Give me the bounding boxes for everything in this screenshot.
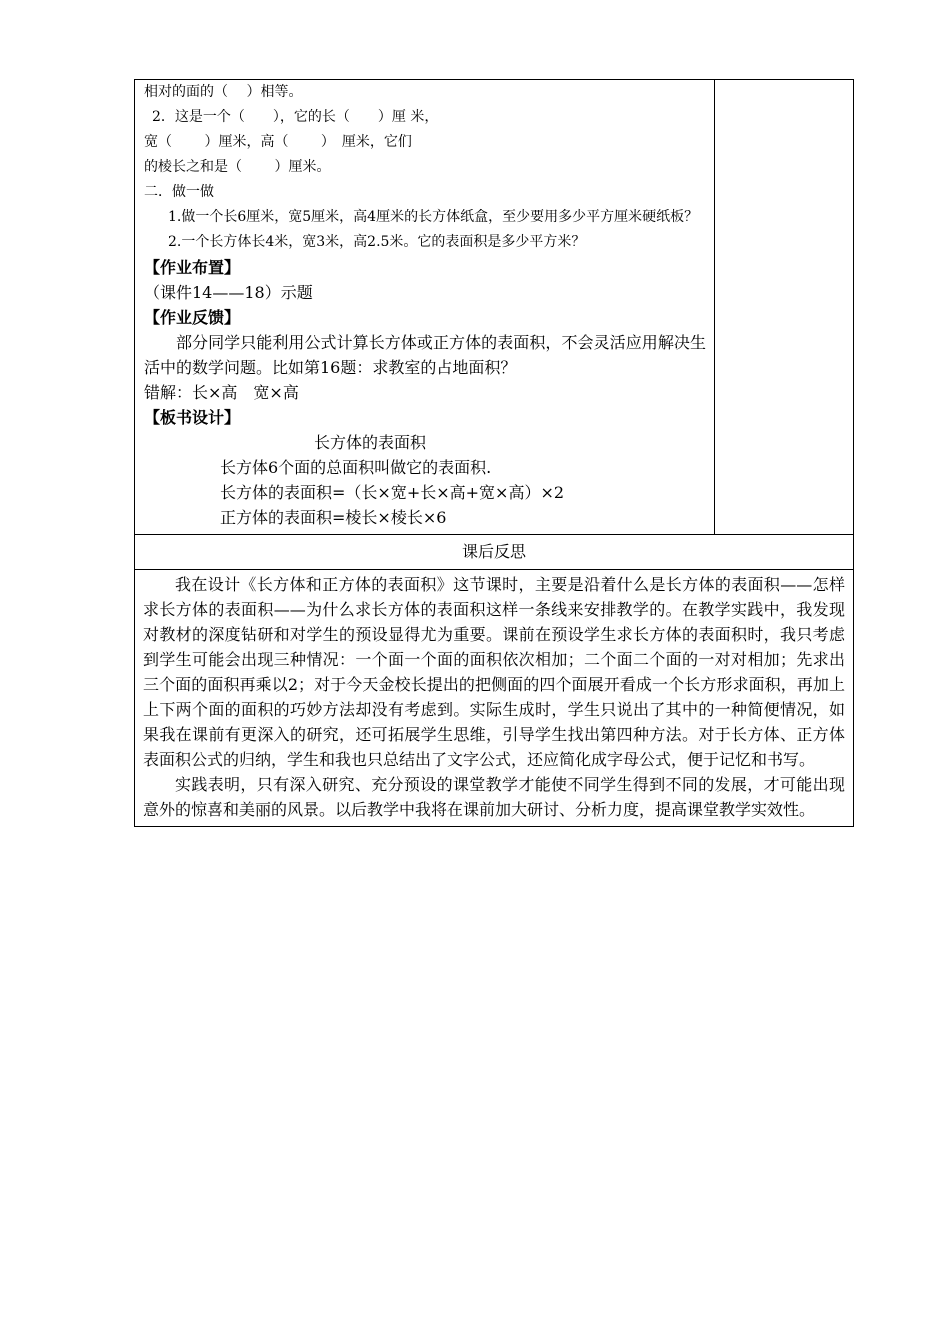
homework-title: 【作业布置】	[144, 258, 241, 277]
exercise-line: 宽（ ）厘米，高（ ） 厘米，它们	[144, 134, 412, 150]
lesson-content-cell	[135, 80, 715, 535]
reflection-header: 课后反思	[135, 535, 854, 570]
task-1: 1.做一个长6厘米，宽5厘米，高4厘米的长方体纸盒，至少要用多少平方厘米硬纸板？	[168, 209, 699, 225]
board-title: 【板书设计】	[144, 408, 241, 427]
task-2: 2.一个长方体长4米，宽3米，高2.5米。它的表面积是多少平方米？	[168, 234, 586, 250]
board-line: 正方体的表面积=棱长×棱长×6	[220, 508, 447, 527]
board-line: 长方体的表面积=（长×宽+长×高+宽×高）×2	[220, 483, 565, 502]
feedback-title: 【作业反馈】	[144, 308, 241, 327]
homework-text: （课件14——18）示题	[144, 283, 313, 302]
exercise-line: 的棱长之和是（ ）厘米。	[144, 159, 331, 175]
lesson-plan-table	[134, 79, 854, 827]
reflection-paragraph: 实践表明，只有深入研究、充分预设的课堂教学才能使不同学生得到不同的发展，才可能出现意外的惊喜和美丽的风景。以后教学中我将在课前加大研讨、分析力度，提高课堂教学实效性。	[143, 775, 845, 819]
reflection-header-row	[135, 535, 854, 570]
notes-cell	[715, 80, 854, 535]
reflection-cell	[135, 570, 854, 827]
reflection-paragraph: 我在设计《长方体和正方体的表面积》这节课时，主要是沿着什么是长方体的表面积——怎样求长方体的表面积——为什么求长方体的表面积这样一条线来安排教学的。在教学实践中，我发现对教材的深度钻研和对学生的预设显得尤为重要。课前在预设学生求长方体的表面积时，我只考虑到学生可能会出现三种情况：一个面一个面的面积依次相加；二个面二个面的一对对相加；先求出三个面的面积再乘以2；对于今天金校长提出的把侧面的四个面展开看成一个长方形求面积，再加上上下两个面的面积的巧妙方法却没有考虑到。实际生成时，学生只说出了其中的一种简便情况，如果我在课前有更深入的研究，还可拓展学生思维，引导学生找出第四种方法。对于长方体、正方体表面积公式的归纳，学生和我也只总结出了文字公式，还应简化成字母公式，便于记忆和书写。	[143, 575, 845, 769]
exercise-line: 相对的面的（ ）相等。	[144, 84, 303, 100]
exercise-line: 2．这是一个（ ），它的长（ ）厘 米，	[152, 109, 439, 125]
reflection-row	[135, 570, 854, 827]
section-two-title: 二．做一做	[144, 184, 214, 200]
lesson-content-row	[135, 80, 854, 535]
feedback-error: 错解：长×高 宽×高	[144, 383, 299, 402]
board-line: 长方体6个面的总面积叫做它的表面积.	[220, 458, 492, 477]
board-heading: 长方体的表面积	[314, 433, 427, 452]
feedback-text: 部分同学只能利用公式计算长方体或正方体的表面积，不会灵活应用解决生活中的数学问题。比如第16题：求教室的占地面积？	[144, 333, 706, 377]
